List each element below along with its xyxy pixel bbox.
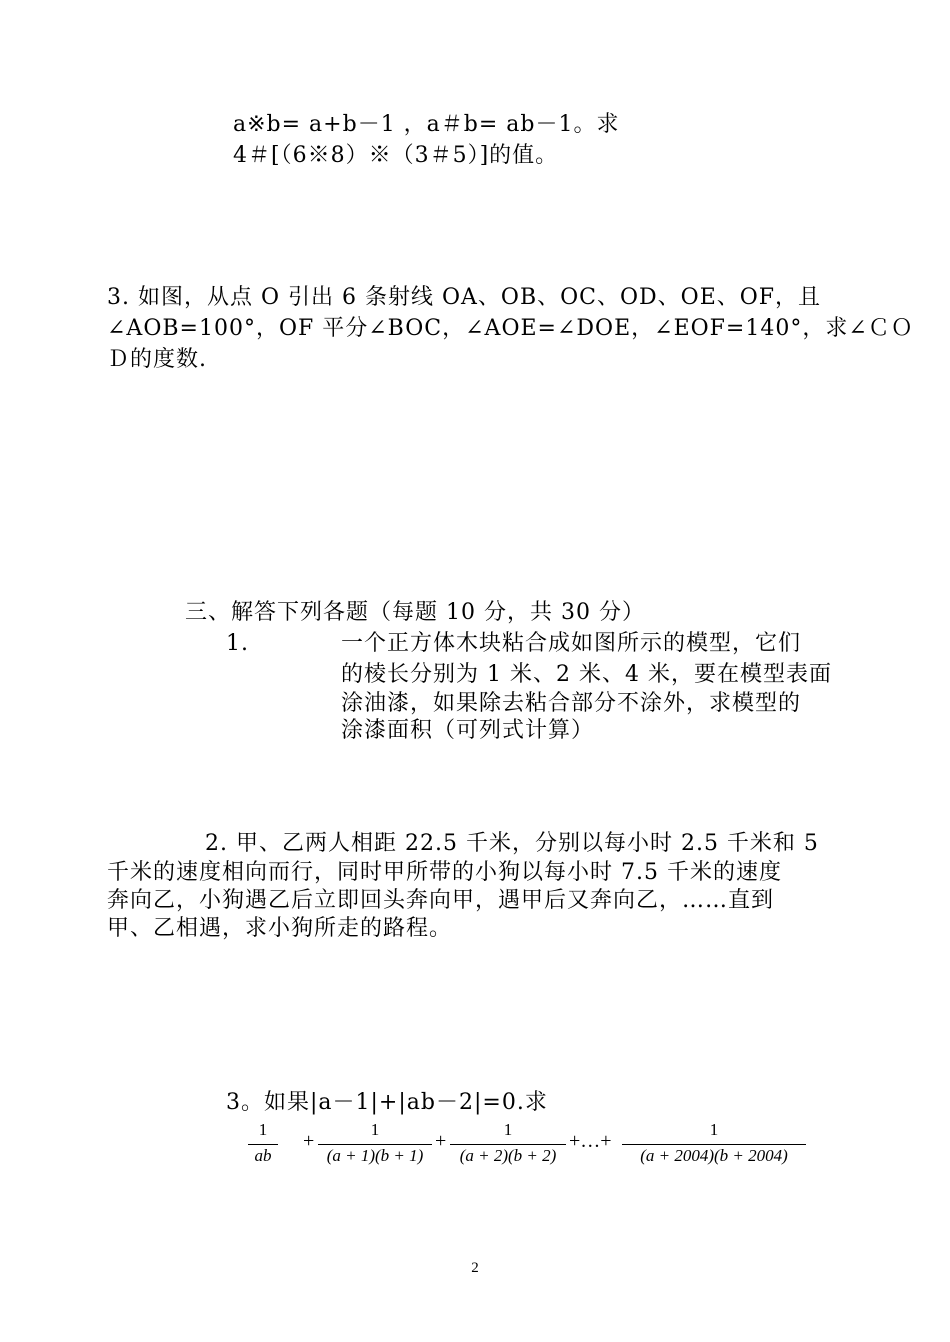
- fraction-2-numerator: 1: [370, 1120, 380, 1139]
- q1-number: 1.: [226, 631, 249, 656]
- q1-line-2: 的棱长分别为 1 米、2 米、4 米，要在模型表面: [341, 662, 832, 687]
- fraction-3-denominator: (a + 2)(b + 2): [459, 1146, 557, 1165]
- fraction-1-denominator: ab: [254, 1146, 272, 1165]
- angle-problem-line-3: Ｄ的度数.: [107, 347, 207, 372]
- fraction-2-denominator: (a + 1)(b + 1): [326, 1146, 424, 1165]
- q2-line-2: 千米的速度相向而行，同时甲所带的小狗以每小时 7.5 千米的速度: [107, 860, 782, 885]
- q2-line-1: 2. 甲、乙两人相距 22.5 千米，分别以每小时 2.5 千米和 5: [205, 831, 819, 856]
- q2-line-4: 甲、乙相遇，求小狗所走的路程。: [107, 916, 453, 941]
- q1-line-4: 涂漆面积（可列式计算）: [341, 718, 595, 743]
- fraction-1-bar: [248, 1144, 278, 1145]
- ellipsis-plus: +…+: [569, 1130, 612, 1152]
- angle-problem-line-1: 3. 如图，从点 O 引出 6 条射线 OA、OB、OC、OD、OE、OF，且: [107, 285, 822, 310]
- fraction-3: [450, 1120, 566, 1170]
- ops-definition-line: a※b= a+b－1 ，a＃b= ab－1。求: [233, 112, 620, 137]
- fraction-2: [318, 1120, 432, 1170]
- fraction-4-denominator: (a + 2004)(b + 2004): [640, 1146, 788, 1165]
- fraction-4-bar: [622, 1144, 806, 1145]
- plus-sign-1: +: [303, 1130, 315, 1152]
- fraction-1: [248, 1120, 278, 1170]
- angle-problem-line-2: ∠AOB=100°，OF 平分∠BOC，∠AOE=∠DOE，∠EOF=140°，求∠ＣＯ: [107, 316, 914, 341]
- fraction-3-numerator: 1: [503, 1120, 513, 1139]
- fraction-1-numerator: 1: [258, 1120, 268, 1139]
- fraction-4-numerator: 1: [709, 1120, 719, 1139]
- page-number: 2: [471, 1260, 479, 1276]
- q1-line-1: 一个正方体木块粘合成如图所示的模型，它们: [341, 631, 802, 656]
- fraction-3-bar: [450, 1144, 566, 1145]
- q3-line: 3。如果|a－1|+|ab－2|=0.求: [226, 1090, 548, 1115]
- fraction-2-bar: [318, 1144, 432, 1145]
- q1-line-3: 涂油漆，如果除去粘合部分不涂外，求模型的: [341, 691, 802, 716]
- q2-line-3: 奔向乙，小狗遇乙后立即回头奔向甲，遇甲后又奔向乙，……直到: [107, 888, 775, 913]
- plus-sign-2: +: [435, 1130, 447, 1152]
- ops-expression-line: 4＃[（6※8）※（3＃5）]的值。: [233, 143, 559, 168]
- fraction-4: [622, 1120, 806, 1170]
- section-heading: 三、解答下列各题（每题 10 分，共 30 分）: [185, 600, 645, 625]
